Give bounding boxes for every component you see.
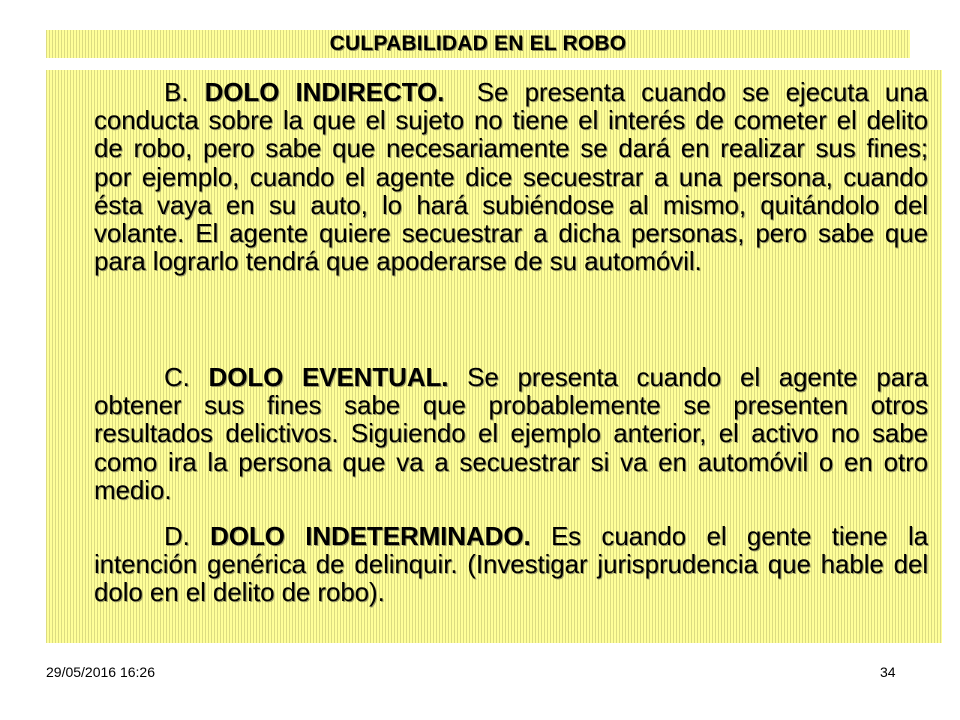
paragraph-heading: DOLO EVENTUAL. xyxy=(208,362,449,392)
paragraph-letter: C. xyxy=(164,362,190,392)
paragraph-letter: B. xyxy=(164,77,189,107)
paragraph-letter: D. xyxy=(164,521,190,551)
paragraph-dolo-eventual xyxy=(94,363,928,504)
content-panel xyxy=(46,70,942,643)
paragraph-text: Se presenta cuando el agente para obtener sus fines sabe que probablemente se presenten otros resultados delictivos. Siguiendo el ejemplo anterior, el activo no sabe como ira la persona que va a secuestrar si va en automóvil o en otro medio. xyxy=(94,362,928,505)
paragraph-dolo-indeterminado xyxy=(94,522,928,607)
footer-page-number: 34 xyxy=(880,664,896,680)
paragraph-text: Se presenta cuando se ejecuta una conducta sobre la que el sujeto no tiene el interés de cometer el delito de robo, pero sabe que necesariamente se dará en realizar sus fines; por ejemplo, cuando el agente dice secuestrar a una persona, cuando ésta vaya en su auto, lo hará subiéndose al mismo, quitándolo del volante. El agente quiere secuestrar a dicha personas, pero sabe que para lograrlo tendrá que apoderarse de su automóvil. xyxy=(94,77,929,277)
paragraph-heading: DOLO INDIRECTO. xyxy=(204,77,445,107)
slide-title: CULPABILIDAD EN EL ROBO xyxy=(329,32,627,55)
paragraph-dolo-indirecto xyxy=(94,78,928,275)
paragraph-heading: DOLO INDETERMINADO. xyxy=(210,521,531,551)
paragraph-text: Es cuando el gente tiene la intención genérica de delinquir. (Investigar jurisprudencia que hable del dolo en el delito de robo). xyxy=(94,521,928,608)
footer-datetime: 29/05/2016 16:26 xyxy=(46,664,155,680)
slide-title-bar xyxy=(46,30,910,58)
